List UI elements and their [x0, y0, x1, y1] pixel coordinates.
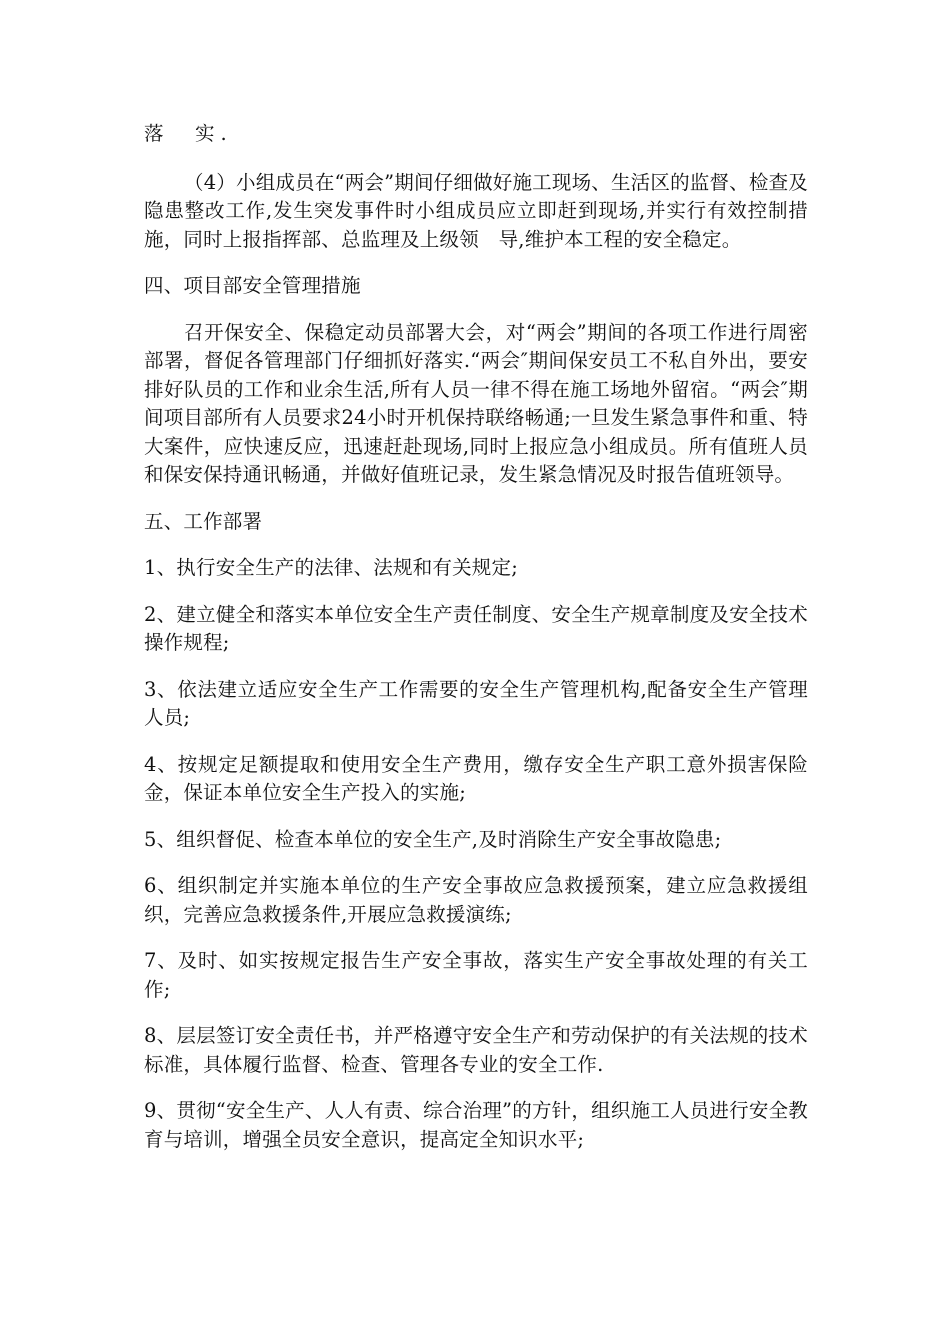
list-item-9: 9、贯彻“安全生产、人人有责、综合治理”的方针，组织施工人员进行安全教育与培训，增强全员安全意识，提高定全知识水平;: [144, 1099, 808, 1151]
list-item-2: 2、建立健全和落实本单位安全生产责任制度、安全生产规章制度及安全技术操作规程;: [144, 602, 808, 654]
paragraph-continuation: 落 实.: [144, 122, 233, 145]
section-heading-4: 四、项目部安全管理措施: [144, 274, 361, 297]
list-item-4: 4、按规定足额提取和使用安全生产费用，缴存安全生产职工意外损害保险金，保证本单位安全生产投入的实施;: [144, 752, 808, 804]
paragraph-item-4: （4）小组成员在“两会”期间仔细做好施工现场、生活区的监督、检查及隐患整改工作,发生突发事件时小组成员应立即赶到现场,并实行有效控制措施，同时上报指挥部、总监理及上级领 导,维护本工程的安全稳定。: [144, 170, 808, 251]
list-item-8: 8、层层签订安全责任书，并严格遵守安全生产和劳动保护的有关法规的技术标准，具体履行监督、检查、管理各专业的安全工作.: [144, 1024, 808, 1076]
document-body: [144, 120, 808, 1154]
list-item-3: 3、依法建立适应安全生产工作需要的安全生产管理机构,配备安全生产管理人员;: [144, 677, 808, 729]
list-item-5: 5、组织督促、检查本单位的安全生产,及时消除生产安全事故隐患;: [144, 827, 722, 851]
list-item-6: 6、组织制定并实施本单位的生产安全事故应急救援预案，建立应急救援组织，完善应急救援条件,开展应急救援演练;: [144, 874, 808, 926]
paragraph-safety-measures: 召开保安全、保稳定动员部署大会，对“两会”期间的各项工作进行周密部署，督促各管理部门仔细抓好落实.“两会″期间保安员工不私自外出，要安排好队员的工作和业余生活,所有人员一律不得在施工场地外留宿。“两会″期间项目部所有人员要求24小时开机保持联络畅通;一旦发生紧急事件和重、特大案件，应快速反应，迅速赶赴现场,同时上报应急小组成员。所有值班人员和保安保持通讯畅通，并做好值班记录，发生紧急情况及时报告值班领导。: [144, 320, 808, 486]
section-heading-5: 五、工作部署: [144, 509, 263, 533]
list-item-7: 7、及时、如实按规定报告生产安全事故，落实生产安全事故处理的有关工作;: [144, 949, 808, 1001]
list-item-1: 1、执行安全生产的法律、法规和有关规定;: [144, 556, 518, 579]
